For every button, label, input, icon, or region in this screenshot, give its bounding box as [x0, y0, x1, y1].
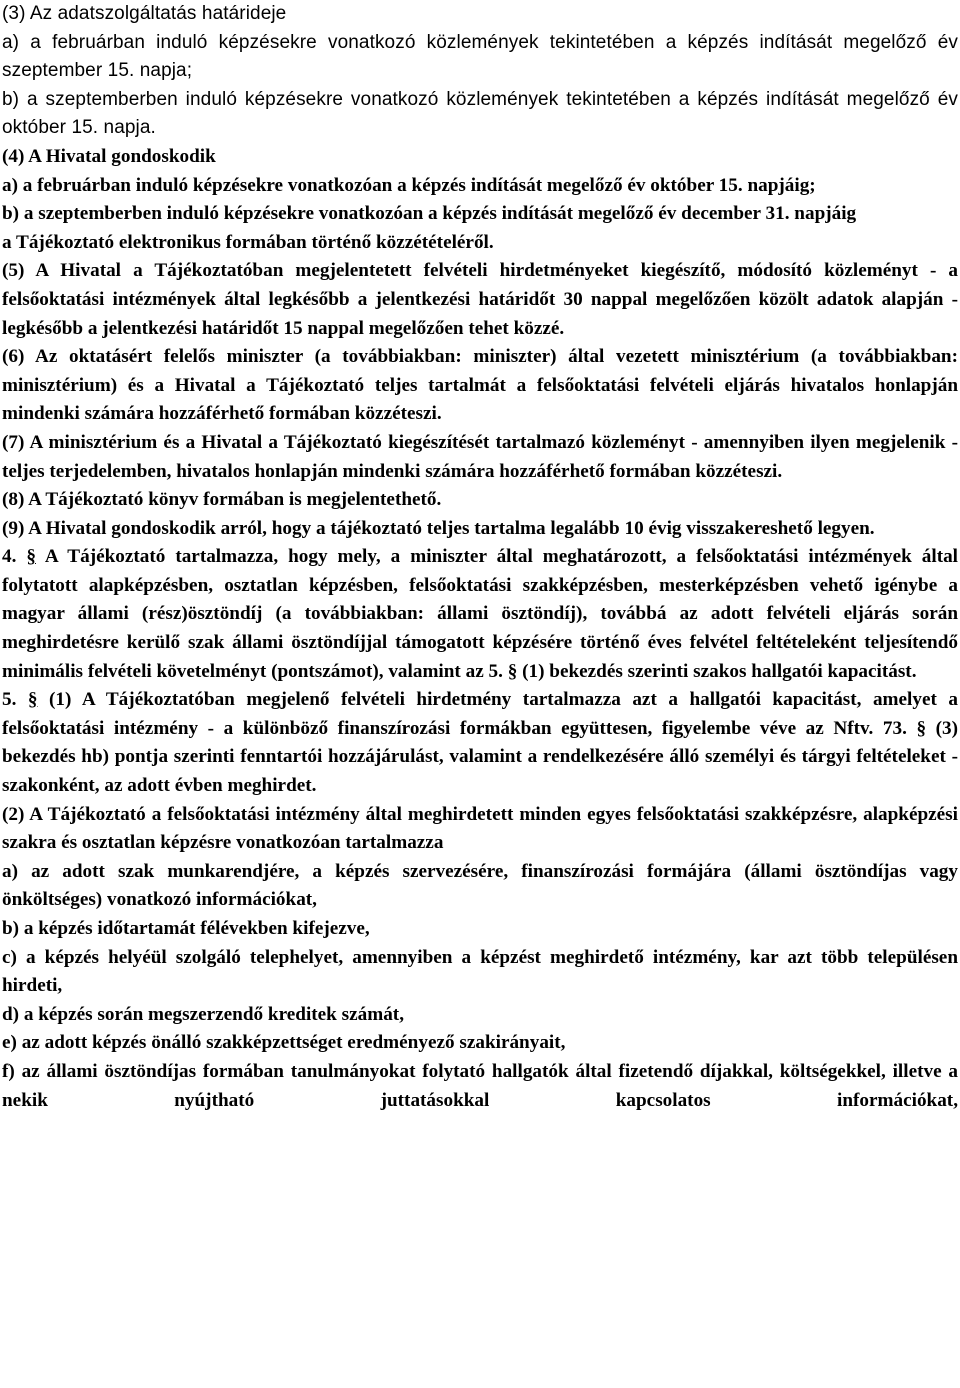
- paragraph-5: (5) A Hivatal a Tájékoztatóban megjelentetett felvételi hirdetményeket kiegészítő, módosító közleményt - a felsőoktatási intézmények által legkésőbb a jelentkezési határidőt 30 nappal megelőzően közölt adatok alapján - legkésőbb a jelentkezési határidőt 15 nappal megelőzően tehet közzé.: [2, 260, 958, 339]
- paragraph-3-heading: (3) Az adatszolgáltatás határideje: [2, 3, 287, 24]
- paragraph-5-2-e: e) az adott képzés önálló szakképzettséget eredményező szakirányait,: [2, 1032, 566, 1054]
- paragraph-5-2-b: b) a képzés időtartamát félévekben kifejezve,: [2, 918, 370, 939]
- paragraph-3-a: a) a februárban induló képzésekre vonatkozó közlemények tekintetében a képzés indítását megelőző év szeptember 15. napja;: [2, 31, 958, 82]
- paragraph-9: (9) A Hivatal gondoskodik arról, hogy a tájékoztató teljes tartalma legalább 10 évig visszakereshető legyen.: [2, 517, 875, 539]
- paragraph-3-b: b) a szeptemberben induló képzésekre vonatkozó közlemények tekintetében a képzés indítását megelőző év október 15. napja.: [2, 88, 958, 139]
- paragraph-4-heading: (4) A Hivatal gondoskodik: [2, 145, 216, 167]
- section-5-number: 5.: [2, 689, 28, 711]
- paragraph-4-b: b) a szeptemberben induló képzésekre vonatkozóan a képzés indítását megelőző év december 31. napjáig: [2, 203, 857, 225]
- paragraph-4-a: a) a februárban induló képzésekre vonatkozóan a képzés indítását megelőző év október 15. napjáig;: [2, 174, 816, 196]
- paragraph-4-tail: a Tájékoztató elektronikus formában történő közzétételéről.: [2, 231, 494, 253]
- paragraph-5-2-d: d) a képzés során megszerzendő kreditek számát,: [2, 1003, 404, 1025]
- section-4-number: 4.: [2, 546, 27, 568]
- paragraph-5-2: (2) A Tájékoztató a felsőoktatási intézmény által meghirdetett minden egyes felsőoktatási szakképzésre, alapképzési szakra és osztatlan képzésre vonatkozóan tartalmazza: [2, 803, 958, 854]
- section-4: [2, 543, 958, 686]
- paragraph-5-2-f: f) az állami ösztöndíjas formában tanulmányokat folytató hallgatók által fizetendő díjakkal, költségekkel, illetve a nekik nyújtható juttatásokkal kapcsolatos információkat,: [2, 1060, 958, 1111]
- section-5: [2, 686, 958, 800]
- paragraph-6: (6) Az oktatásért felelős miniszter (a továbbiakban: miniszter) által vezetett minisztérium (a továbbiakban: minisztérium) és a Hivatal a Tájékoztató teljes tartalmát a felsőoktatási felvételi eljárás hivatalos honlapján mindenki számára hozzáférhető formában közzéteszi.: [2, 346, 958, 425]
- section-sign: §: [27, 689, 38, 711]
- paragraph-7: (7) A minisztérium és a Hivatal a Tájékoztató kiegészítését tartalmazó közleményt - amennyiben ilyen megjelenik - teljes terjedelemben, hivatalos honlapján mindenki számára hozzáférhető formában közzéteszi.: [2, 431, 958, 482]
- section-sign: §: [26, 546, 36, 568]
- section-5-text: (1) A Tájékoztatóban megjelenő felvételi hirdetmény tartalmazza azt a hallgatói kapacitást, amelyet a felsőoktatási intézmény - a különböző finanszírozási formákban együttesen, figyelembe véve az Nftv. 73. § (3) bekezdés hb) pontja szerinti fenntartói hozzájárulást, valamint a rendelkezésére álló személyi és tárgyi feltételeket - szakonként, az adott évben meghirdet.: [2, 689, 959, 797]
- paragraph-5-2-c: c) a képzés helyéül szolgáló telephelyet, amennyiben a képzést meghirdető intézmény, kar azt több településen hirdeti,: [2, 946, 958, 997]
- paragraph-5-2-a: a) az adott szak munkarendjére, a képzés szervezésére, finanszírozási formájára (állami ösztöndíjas vagy önköltséges) vonatkozó információkat,: [2, 860, 958, 911]
- paragraph-8: (8) A Tájékoztató könyv formában is megjelentethető.: [2, 489, 442, 511]
- section-4-text: A Tájékoztató tartalmazza, hogy mely, a miniszter által meghatározott, a felsőoktatási intézmények által folytatott alapképzésben, osztatlan képzésben, felsőoktatási szakképzésben, mesterképzésben vehető igénybe a magyar állami (rész)ösztöndíj (a továbbiakban: állami ösztöndíj), továbbá az adott felvételi eljárás során meghirdetésre kerülő szak állami ösztöndíjjal támogatott képzésére történő éves felvétel feltételeként teljesítendő minimális felvételi követelményt (pontszámot), valamint az 5. § (1) bekezdés szerinti szakos hallgatói kapacitást.: [2, 546, 959, 682]
